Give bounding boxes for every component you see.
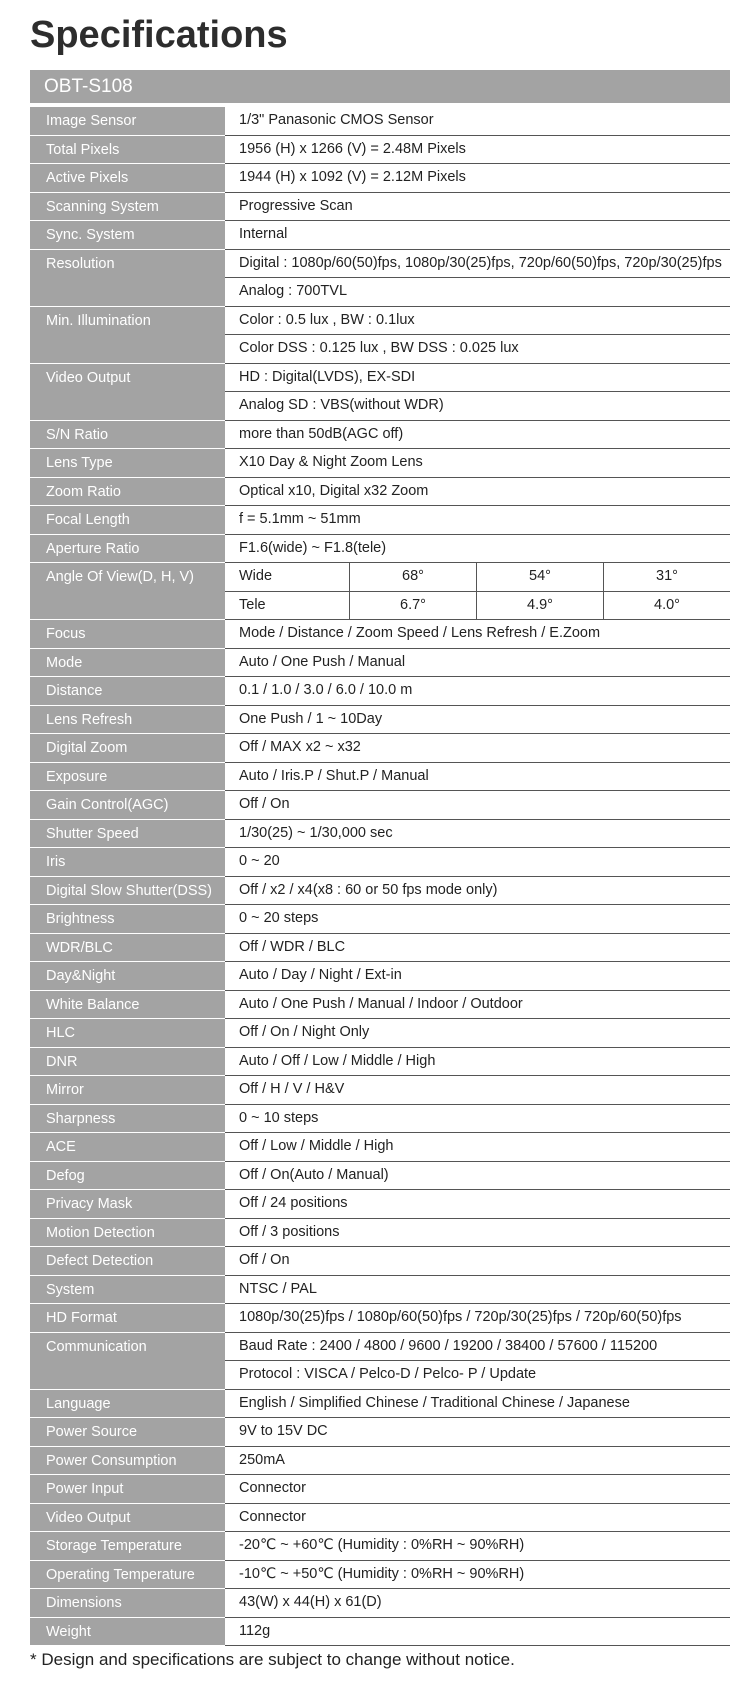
spec-row	[30, 592, 730, 621]
spec-row	[30, 1219, 730, 1248]
spec-values	[225, 1418, 730, 1447]
spec-label: Total Pixels	[30, 136, 225, 165]
spec-values	[225, 877, 730, 906]
spec-row	[30, 563, 730, 592]
spec-values	[225, 1475, 730, 1504]
spec-values	[225, 250, 730, 279]
spec-label	[30, 278, 225, 307]
spec-label: Video Output	[30, 1504, 225, 1533]
spec-label: Focus	[30, 620, 225, 649]
spec-value: Auto / One Push / Manual / Indoor / Outdoor	[239, 995, 523, 1012]
spec-value: 0.1 / 1.0 / 3.0 / 6.0 / 10.0 m	[239, 682, 413, 698]
spec-row	[30, 1162, 730, 1191]
spec-value: HD : Digital(LVDS), EX-SDI	[239, 368, 416, 385]
spec-values	[225, 1561, 730, 1590]
spec-values	[225, 791, 730, 820]
spec-row	[30, 478, 730, 507]
spec-values	[225, 649, 730, 678]
spec-value: Off / 24 positions	[239, 1195, 348, 1211]
spec-label: System	[30, 1276, 225, 1305]
spec-value: 1/30(25) ~ 1/30,000 sec	[239, 824, 393, 841]
spec-label: Shutter Speed	[30, 820, 225, 849]
spec-label: Operating Temperature	[30, 1561, 225, 1590]
spec-row	[30, 449, 730, 478]
spec-values	[225, 620, 730, 649]
spec-value: 43(W) x 44(H) x 61(D)	[239, 1594, 382, 1610]
spec-label: Dimensions	[30, 1589, 225, 1618]
spec-value: Progressive Scan	[239, 197, 353, 214]
spec-label: HLC	[30, 1019, 225, 1048]
spec-value: Off / On / Night Only	[239, 1024, 370, 1040]
spec-label: Mode	[30, 649, 225, 678]
spec-value: 9V to 15V DC	[239, 1423, 328, 1439]
spec-values	[225, 934, 730, 963]
spec-label: Exposure	[30, 763, 225, 792]
spec-value: 6.7°	[349, 592, 476, 620]
spec-values	[225, 1276, 730, 1305]
spec-row	[30, 506, 730, 535]
spec-label: Scanning System	[30, 193, 225, 222]
spec-label: Image Sensor	[30, 107, 225, 136]
spec-values	[225, 962, 730, 991]
spec-label: S/N Ratio	[30, 421, 225, 450]
spec-value: Wide	[239, 568, 273, 584]
spec-label: Defect Detection	[30, 1247, 225, 1276]
spec-value: Off / x2 / x4(x8 : 60 or 50 fps mode only)	[239, 881, 498, 898]
spec-row	[30, 107, 730, 136]
spec-row	[30, 791, 730, 820]
spec-value: X10 Day & Night Zoom Lens	[239, 454, 423, 470]
spec-value: English / Simplified Chinese / Traditional Chinese / Japanese	[239, 1394, 630, 1411]
spec-values	[225, 506, 730, 535]
spec-label: Focal Length	[30, 506, 225, 535]
spec-label: Sharpness	[30, 1105, 225, 1134]
spec-values	[225, 107, 730, 136]
spec-label: Min. Illumination	[30, 307, 225, 336]
spec-values	[225, 1133, 730, 1162]
spec-label: Digital Zoom	[30, 734, 225, 763]
spec-value: Connector	[239, 1480, 306, 1496]
spec-row	[30, 1133, 730, 1162]
spec-row	[30, 905, 730, 934]
spec-label: Sync. System	[30, 221, 225, 250]
spec-value: 31°	[603, 563, 730, 591]
spec-row	[30, 848, 730, 877]
spec-label: Gain Control(AGC)	[30, 791, 225, 820]
spec-value: 4.9°	[476, 592, 603, 620]
spec-row	[30, 763, 730, 792]
spec-values	[225, 1447, 730, 1476]
spec-label: Video Output	[30, 364, 225, 393]
spec-row	[30, 1390, 730, 1419]
spec-row	[30, 991, 730, 1020]
spec-values	[225, 535, 730, 564]
spec-values	[225, 905, 730, 934]
spec-values	[225, 706, 730, 735]
spec-row	[30, 1019, 730, 1048]
spec-row	[30, 962, 730, 991]
spec-value: 1080p/30(25)fps / 1080p/60(50)fps / 720p/30(25)fps / 720p/60(50)fps	[239, 1309, 682, 1325]
spec-table	[30, 107, 730, 1646]
spec-label: Angle Of View(D, H, V)	[30, 563, 225, 592]
spec-value: 1944 (H) x 1092 (V) = 2.12M Pixels	[239, 169, 466, 185]
spec-row	[30, 1076, 730, 1105]
spec-values	[225, 677, 730, 706]
spec-row	[30, 1247, 730, 1276]
page-title: Specifications	[30, 14, 288, 56]
model-header: OBT-S108	[30, 70, 730, 103]
spec-value: Auto / Off / Low / Middle / High	[239, 1052, 436, 1069]
spec-row	[30, 136, 730, 165]
spec-value: Digital : 1080p/60(50)fps, 1080p/30(25)fps, 720p/60(50)fps, 720p/30(25)fps	[239, 254, 722, 271]
spec-row	[30, 877, 730, 906]
spec-value: 1/3" Panasonic CMOS Sensor	[239, 112, 434, 128]
spec-label: Mirror	[30, 1076, 225, 1105]
spec-label: Motion Detection	[30, 1219, 225, 1248]
spec-value: 4.0°	[603, 592, 730, 620]
spec-values	[225, 592, 730, 621]
spec-label: Active Pixels	[30, 164, 225, 193]
spec-row	[30, 221, 730, 250]
spec-value: Off / 3 positions	[239, 1223, 340, 1240]
spec-value: Auto / Iris.P / Shut.P / Manual	[239, 767, 429, 784]
spec-value: Protocol : VISCA / Pelco-D / Pelco- P / Update	[239, 1366, 537, 1382]
spec-values	[225, 278, 730, 307]
spec-row	[30, 1333, 730, 1362]
spec-row	[30, 677, 730, 706]
spec-value: -10℃ ~ +50℃ (Humidity : 0%RH ~ 90%RH)	[239, 1565, 525, 1582]
spec-row	[30, 734, 730, 763]
spec-value: 250mA	[239, 1451, 285, 1468]
spec-values	[225, 449, 730, 478]
spec-value: 0 ~ 20 steps	[239, 910, 319, 926]
spec-values	[225, 1162, 730, 1191]
spec-label	[30, 335, 225, 364]
spec-row	[30, 535, 730, 564]
spec-label: HD Format	[30, 1304, 225, 1333]
spec-values	[225, 1076, 730, 1105]
spec-row	[30, 1276, 730, 1305]
spec-row	[30, 307, 730, 336]
spec-value: Color : 0.5 lux , BW : 0.1lux	[239, 311, 415, 328]
footnote: * Design and specifications are subject to change without notice.	[30, 1650, 515, 1669]
spec-value: Off / On(Auto / Manual)	[239, 1166, 389, 1183]
spec-values	[225, 193, 730, 222]
spec-label	[30, 592, 225, 621]
spec-value: Baud Rate : 2400 / 4800 / 9600 / 19200 / 38400 / 57600 / 115200	[239, 1337, 658, 1354]
spec-values	[225, 392, 730, 421]
spec-label: Language	[30, 1390, 225, 1419]
spec-label: Communication	[30, 1333, 225, 1362]
spec-row	[30, 1475, 730, 1504]
spec-values	[225, 221, 730, 250]
spec-values	[225, 335, 730, 364]
spec-value: more than 50dB(AGC off)	[239, 425, 404, 442]
spec-value: Color DSS : 0.125 lux , BW DSS : 0.025 lux	[239, 340, 519, 356]
spec-row	[30, 1532, 730, 1561]
spec-values	[225, 1190, 730, 1219]
spec-row	[30, 1304, 730, 1333]
spec-row	[30, 1190, 730, 1219]
spec-label: Privacy Mask	[30, 1190, 225, 1219]
spec-row	[30, 278, 730, 307]
spec-value: 112g	[239, 1622, 271, 1639]
spec-value: Off / On	[239, 1252, 290, 1268]
spec-values	[225, 478, 730, 507]
spec-value: F1.6(wide) ~ F1.8(tele)	[239, 539, 387, 556]
spec-label: White Balance	[30, 991, 225, 1020]
spec-value: Connector	[239, 1508, 306, 1525]
spec-values	[225, 1247, 730, 1276]
spec-values	[225, 1219, 730, 1248]
spec-row	[30, 193, 730, 222]
spec-values	[225, 763, 730, 792]
spec-value: Analog : 700TVL	[239, 283, 348, 299]
spec-value: Off / On	[239, 796, 290, 812]
spec-row	[30, 1418, 730, 1447]
spec-values	[225, 991, 730, 1020]
spec-values	[225, 563, 730, 592]
spec-value: 0 ~ 20	[239, 853, 280, 869]
spec-label: Digital Slow Shutter(DSS)	[30, 877, 225, 906]
spec-row	[30, 706, 730, 735]
spec-row	[30, 250, 730, 279]
spec-row	[30, 392, 730, 421]
spec-values	[225, 1019, 730, 1048]
spec-label: Lens Refresh	[30, 706, 225, 735]
spec-row	[30, 1447, 730, 1476]
spec-value: 68°	[349, 563, 476, 591]
spec-value: Off / WDR / BLC	[239, 938, 346, 955]
spec-label: Defog	[30, 1162, 225, 1191]
spec-value: 54°	[476, 563, 603, 591]
spec-values	[225, 848, 730, 877]
spec-label: Power Source	[30, 1418, 225, 1447]
spec-values	[225, 1532, 730, 1561]
spec-value: 1956 (H) x 1266 (V) = 2.48M Pixels	[239, 140, 466, 157]
spec-row	[30, 364, 730, 393]
spec-values	[225, 164, 730, 193]
spec-label: Aperture Ratio	[30, 535, 225, 564]
spec-label: ACE	[30, 1133, 225, 1162]
spec-value: NTSC / PAL	[239, 1280, 317, 1297]
spec-values	[225, 1618, 730, 1647]
spec-row	[30, 934, 730, 963]
spec-row	[30, 1561, 730, 1590]
spec-values	[225, 734, 730, 763]
spec-label: Power Consumption	[30, 1447, 225, 1476]
spec-values	[225, 1504, 730, 1533]
spec-row	[30, 1504, 730, 1533]
spec-value: f = 5.1mm ~ 51mm	[239, 511, 361, 527]
spec-row	[30, 649, 730, 678]
spec-values	[225, 1361, 730, 1390]
spec-value: Off / Low / Middle / High	[239, 1138, 394, 1154]
spec-values	[225, 364, 730, 393]
spec-label	[30, 392, 225, 421]
spec-value: Optical x10, Digital x32 Zoom	[239, 482, 429, 499]
spec-row	[30, 1048, 730, 1077]
spec-value: 0 ~ 10 steps	[239, 1109, 319, 1126]
spec-label: Lens Type	[30, 449, 225, 478]
spec-row	[30, 1589, 730, 1618]
spec-label: Storage Temperature	[30, 1532, 225, 1561]
spec-label: Resolution	[30, 250, 225, 279]
spec-row	[30, 1105, 730, 1134]
spec-label: Distance	[30, 677, 225, 706]
spec-value: Off / H / V / H&V	[239, 1081, 345, 1097]
spec-values	[225, 1333, 730, 1362]
spec-label: Power Input	[30, 1475, 225, 1504]
spec-row	[30, 421, 730, 450]
spec-values	[225, 1048, 730, 1077]
spec-values	[225, 1304, 730, 1333]
spec-value: Mode / Distance / Zoom Speed / Lens Refresh / E.Zoom	[239, 625, 601, 641]
spec-value: Auto / One Push / Manual	[239, 653, 406, 670]
spec-value: Analog SD : VBS(without WDR)	[239, 397, 444, 413]
spec-row	[30, 164, 730, 193]
spec-value: One Push / 1 ~ 10Day	[239, 710, 383, 727]
spec-values	[225, 1589, 730, 1618]
spec-row	[30, 1618, 730, 1647]
spec-label: DNR	[30, 1048, 225, 1077]
spec-label: Day&Night	[30, 962, 225, 991]
spec-values	[225, 1105, 730, 1134]
spec-values	[225, 820, 730, 849]
spec-label: WDR/BLC	[30, 934, 225, 963]
spec-label: Brightness	[30, 905, 225, 934]
spec-values	[225, 421, 730, 450]
spec-label: Weight	[30, 1618, 225, 1647]
spec-label: Zoom Ratio	[30, 478, 225, 507]
spec-label	[30, 1361, 225, 1390]
spec-value: Tele	[239, 596, 266, 613]
spec-value: Off / MAX x2 ~ x32	[239, 739, 361, 755]
spec-values	[225, 1390, 730, 1419]
spec-row	[30, 620, 730, 649]
spec-row	[30, 1361, 730, 1390]
spec-values	[225, 307, 730, 336]
spec-value: -20℃ ~ +60℃ (Humidity : 0%RH ~ 90%RH)	[239, 1537, 525, 1553]
spec-row	[30, 335, 730, 364]
spec-value: Internal	[239, 226, 288, 242]
spec-values	[225, 136, 730, 165]
spec-row	[30, 820, 730, 849]
spec-value: Auto / Day / Night / Ext-in	[239, 967, 402, 983]
spec-label: Iris	[30, 848, 225, 877]
